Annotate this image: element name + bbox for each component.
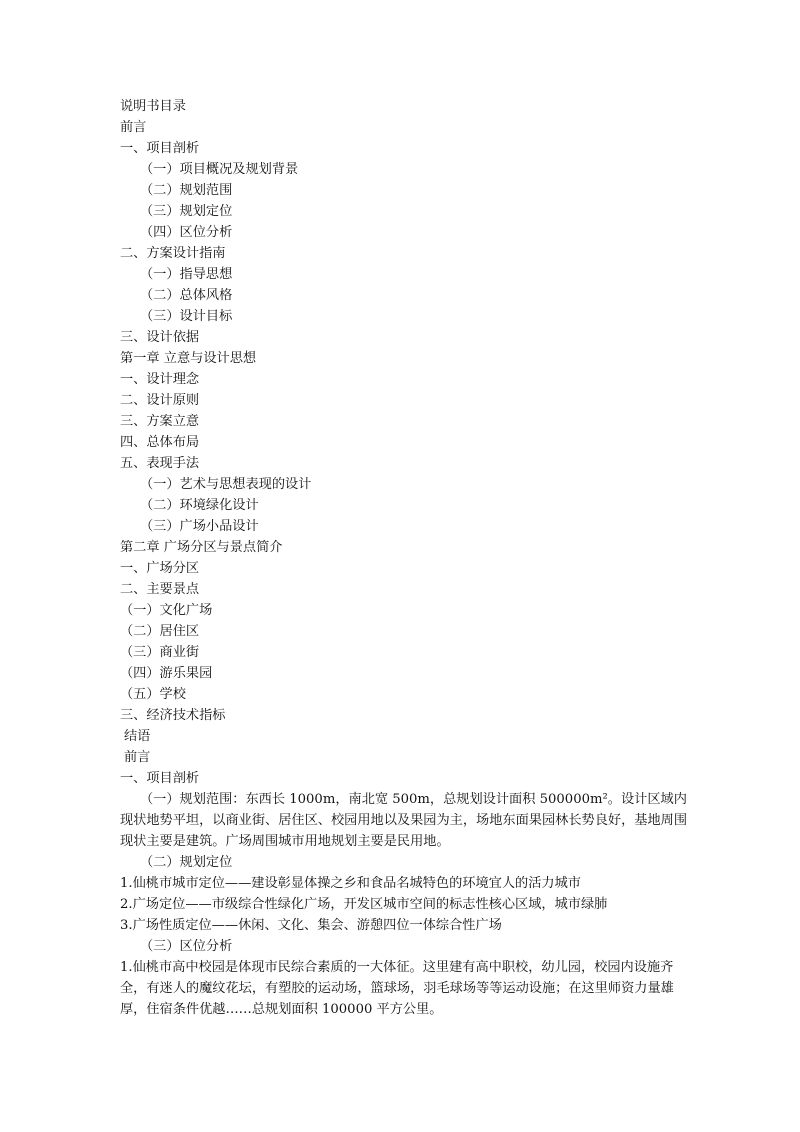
toc-item: 三、设计依据 (120, 330, 200, 345)
toc-item: 结语 (124, 729, 151, 744)
toc-item: （一）艺术与思想表现的设计 (140, 477, 312, 492)
section-heading: 一、项目剖析 (120, 771, 200, 786)
toc-item: 三、经济技术指标 (120, 708, 226, 723)
toc-item: （三）设计目标 (140, 309, 233, 324)
subsection-heading: （二）规划定位 (140, 855, 233, 870)
toc-item: 第一章 立意与设计思想 (120, 351, 257, 366)
document-page (120, 96, 690, 1020)
toc-item: （二）居住区 (120, 624, 200, 639)
toc-item: （一）项目概况及规划背景 (140, 162, 299, 177)
paragraph-text: （一）规划范围：东西长 1000m，南北宽 500m，总规划设计面积 500000m²。设计区域内现状地势平坦，以商业街、居住区、校园用地以及果园为主，场地东面果园林长势良好，基地周围现状主要是建筑。广场周围城市用地规划主要是民用地。 (120, 792, 688, 849)
toc-item: 二、主要景点 (120, 582, 200, 597)
toc-item: 一、设计理念 (120, 372, 200, 387)
toc-item: （三）商业街 (120, 645, 200, 660)
toc-item: 二、方案设计指南 (120, 246, 226, 261)
toc-item: （三）规划定位 (140, 204, 233, 219)
toc-item: （五）学校 (120, 687, 186, 702)
subsection-heading: （三）区位分析 (140, 939, 233, 954)
toc-item: （四）游乐果园 (120, 666, 213, 681)
toc-item: 前言 (120, 120, 147, 135)
toc-item: 三、方案立意 (120, 414, 200, 429)
toc-item: （二）总体风格 (140, 288, 233, 303)
toc-item: 第二章 广场分区与景点简介 (120, 540, 283, 555)
toc-item: 一、项目剖析 (120, 141, 200, 156)
toc-item: （三）广场小品设计 (140, 519, 259, 534)
toc-item: （四）区位分析 (140, 225, 233, 240)
body-paragraph: 1.仙桃市高中校园是体现市民综合素质的一大体征。这里建有高中职校，幼儿园，校园内设施齐全，有迷人的魔纹花坛，有塑胶的运动场，篮球场，羽毛球场等等运动设施；在这里师资力量雄厚，住宿条件优越……总规划面积 100000 平方公里。 (120, 960, 674, 1017)
list-item: 2.广场定位——市级综合性绿化广场，开发区城市空间的标志性核心区域，城市绿肺 (120, 897, 608, 912)
toc-title: 说明书目录 (120, 99, 186, 114)
list-item: 3.广场性质定位——休闲、文化、集会、游憩四位一体综合性广场 (120, 918, 502, 933)
toc-item: （二）环境绿化设计 (140, 498, 259, 513)
toc-item: （一）文化广场 (120, 603, 213, 618)
toc-item: 前言 (124, 750, 151, 765)
list-item: 1.仙桃市城市定位——建设彰显体操之乡和食品名城特色的环境宜人的活力城市 (120, 876, 581, 891)
toc-item: （一）指导思想 (140, 267, 233, 282)
toc-item: 一、广场分区 (120, 561, 200, 576)
toc-item: 五、表现手法 (120, 456, 200, 471)
body-paragraph (120, 789, 690, 852)
toc-item: （二）规划范围 (140, 183, 233, 198)
toc-item: 四、总体布局 (120, 435, 200, 450)
toc-item: 二、设计原则 (120, 393, 200, 408)
